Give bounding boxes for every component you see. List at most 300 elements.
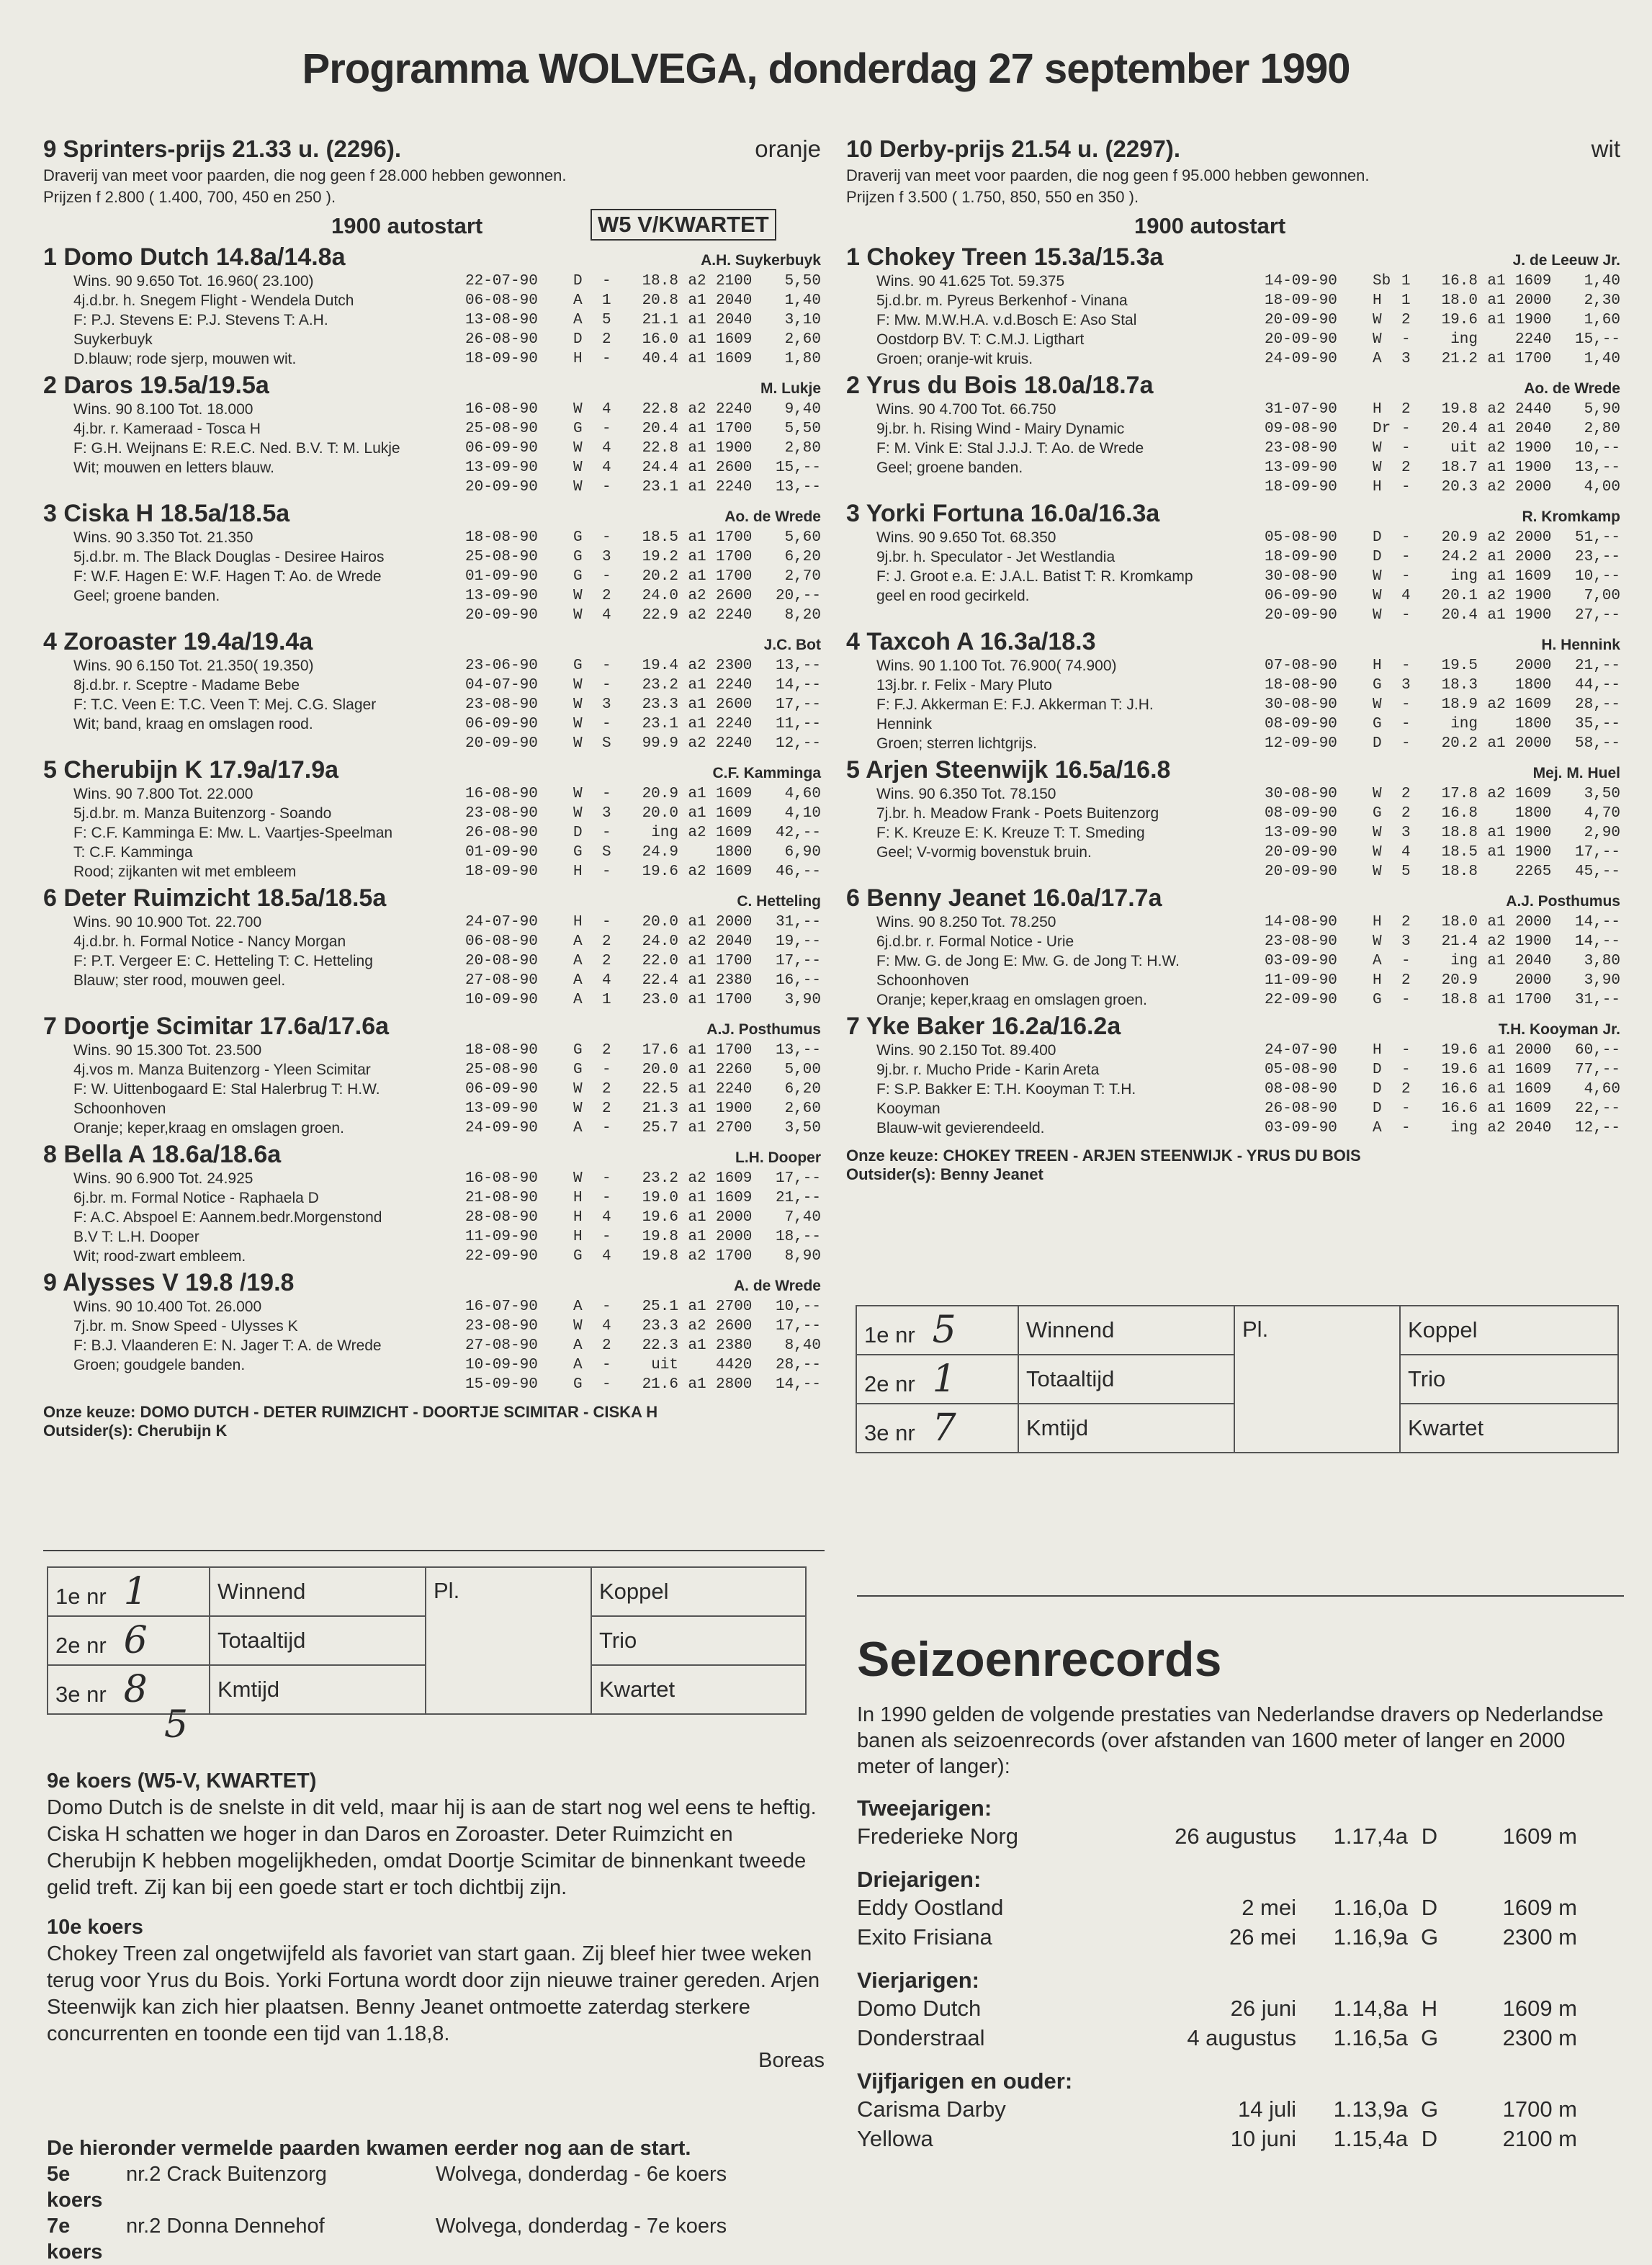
result-time: 16.8 (1441, 273, 1478, 290)
result-date: 24-07-90 (465, 914, 538, 930)
result-row (1265, 477, 1620, 497)
result-track: H (1373, 914, 1382, 930)
result-start: a1 (688, 529, 706, 546)
result-row (465, 862, 821, 882)
result-track: W (573, 677, 583, 694)
result-odds: 13,-- (775, 658, 821, 674)
result-start: a1 (688, 716, 706, 732)
horse-name: 8 Bella A 18.6a/18.6a (43, 1141, 282, 1168)
result-date: 24-09-90 (465, 1120, 538, 1136)
result-start: a1 (688, 1376, 706, 1393)
horse-results (465, 528, 821, 625)
result-track: W (573, 1170, 583, 1187)
result-time: 20.2 (642, 568, 678, 585)
horse-name-row (43, 500, 821, 528)
score-type: Totaaltijd (210, 1616, 426, 1665)
result-row (1265, 349, 1620, 369)
horse-info-line: Groen; oranje-wit kruis. (876, 351, 1033, 367)
result-time: 25.1 (642, 1299, 678, 1315)
result-start: a1 (1487, 1081, 1506, 1098)
result-start: a2 (688, 825, 706, 841)
result-odds: 31,-- (1574, 992, 1620, 1008)
result-date: 27-08-90 (465, 1337, 538, 1354)
result-date: 05-08-90 (1265, 1062, 1337, 1078)
horse-body (846, 528, 1620, 625)
horse-info-line: Geel; V-vormig bovenstuk bruin. (876, 844, 1092, 861)
result-date: 05-08-90 (1265, 529, 1337, 546)
result-time: 21.1 (642, 312, 678, 328)
result-time: 19.2 (642, 549, 678, 565)
result-time: 20.4 (642, 421, 678, 437)
result-date: 20-09-90 (1265, 844, 1337, 861)
result-start: a1 (688, 786, 706, 802)
result-start: a1 (688, 1042, 706, 1059)
result-track: W (1373, 786, 1382, 802)
score-bet: Kwartet (591, 1665, 806, 1714)
horse-info (43, 272, 446, 369)
result-date: 26-08-90 (1265, 1100, 1337, 1117)
score-row (856, 1306, 1618, 1355)
result-date: 26-08-90 (465, 825, 538, 841)
result-odds: 35,-- (1574, 716, 1620, 732)
horse-body (43, 1041, 821, 1138)
result-start: a2 (1487, 933, 1506, 950)
horse-name: 7 Doortje Scimitar 17.6a/17.6a (43, 1013, 390, 1040)
result-start: a1 (688, 696, 706, 713)
result-date: 18-08-90 (465, 1042, 538, 1059)
result-row (465, 1355, 821, 1375)
horse-name: 5 Cherubijn K 17.9a/17.9a (43, 756, 339, 784)
result-time: 20.0 (642, 1062, 678, 1078)
horse-info-line: 9j.br. h. Speculator - Jet Westlandia (876, 549, 1115, 565)
result-row (1265, 272, 1620, 291)
start-type: 1900 autostart (1134, 213, 1286, 238)
result-row (465, 1375, 821, 1394)
result-date: 22-09-90 (1265, 992, 1337, 1008)
result-place: - (1401, 1120, 1411, 1136)
result-odds: 17,-- (775, 696, 821, 713)
record-horse: Domo Dutch (857, 1996, 982, 2021)
result-row (1265, 1080, 1620, 1099)
result-odds: 28,-- (775, 1357, 821, 1373)
result-date: 18-09-90 (1265, 292, 1337, 309)
horse-results (465, 1297, 821, 1394)
horse-name-row (846, 500, 1620, 528)
horse-info-line: F: J. Groot e.a. E: J.A.L. Batist T: R. Kromkamp (876, 568, 1193, 585)
result-start: a1 (1487, 568, 1506, 585)
result-odds: 2,70 (784, 568, 821, 585)
result-time: 20.1 (1441, 588, 1478, 604)
result-distance: 2600 (716, 696, 753, 713)
divider-left (43, 1550, 825, 1551)
result-date: 20-09-90 (465, 735, 538, 752)
result-odds: 4,70 (1584, 805, 1620, 822)
result-date: 06-08-90 (465, 292, 538, 309)
result-track: D (1373, 1100, 1382, 1117)
horse-info-line: Kooyman (876, 1100, 941, 1117)
result-start: a2 (688, 864, 706, 880)
result-distance: 2240 (716, 479, 753, 495)
season-intro: In 1990 gelden de volgende prestaties van Nederlandse dravers op Nederlandse banen als seizoenrecords (over afstanden van 1600 meter of langer en 2000 meter of langer): (857, 1703, 1604, 1778)
record-time: 1.17,4a (1333, 1824, 1408, 1849)
result-place: 2 (1401, 401, 1411, 418)
result-place: - (602, 421, 611, 437)
result-row (1265, 971, 1620, 990)
result-start (1478, 971, 1515, 990)
result-date: 20-09-90 (1265, 864, 1337, 880)
horse-results (465, 656, 821, 753)
result-distance: 1609 (1515, 1081, 1552, 1098)
result-row (1265, 990, 1620, 1010)
result-odds: 15,-- (775, 459, 821, 476)
score-type: Winnend (210, 1567, 426, 1616)
horse-entry (846, 243, 1620, 369)
horse-info-line: 5j.d.br. m. Pyreus Berkenhof - Vinana (876, 292, 1128, 309)
result-date: 16-07-90 (465, 1299, 538, 1315)
result-odds: 13,-- (775, 1042, 821, 1059)
result-place: 2 (1401, 805, 1411, 822)
handwritten-number: 8 (123, 1668, 148, 1711)
horse-trainer: Mej. M. Huel (1532, 765, 1620, 781)
result-date: 14-09-90 (1265, 273, 1337, 290)
result-start: a1 (688, 549, 706, 565)
result-start: a1 (1487, 1042, 1506, 1059)
result-date: 26-08-90 (465, 331, 538, 348)
result-start: a2 (688, 1248, 706, 1265)
result-date: 16-08-90 (465, 1170, 538, 1187)
result-distance: 2240 (716, 607, 753, 624)
result-odds: 14,-- (1574, 933, 1620, 950)
result-time: 20.9 (1441, 972, 1478, 989)
horse-info-line: F: W. Uittenbogaard E: Stal Halerbrug T: H.W. (73, 1081, 380, 1098)
result-row (1265, 695, 1620, 714)
season-record-row (857, 1893, 1624, 1922)
result-odds: 27,-- (1574, 607, 1620, 624)
horse-entry (43, 884, 821, 1010)
horse-info-line: Wins. 90 7.800 Tot. 22.000 (73, 786, 253, 802)
result-distance: 2440 (1515, 401, 1552, 418)
horse-body (43, 784, 821, 882)
result-distance: 1800 (716, 844, 753, 861)
result-date: 25-08-90 (465, 549, 538, 565)
result-track: W (573, 1100, 583, 1117)
result-distance: 2700 (716, 1120, 753, 1136)
race-title: 10 Derby-prijs 21.54 u. (2297). (846, 135, 1181, 162)
horse-info-line: D.blauw; rode sjerp, mouwen wit. (73, 351, 297, 367)
race-color: wit (1591, 135, 1620, 162)
horse-results (465, 784, 821, 882)
result-date: 07-08-90 (1265, 658, 1337, 674)
result-start: a1 (1487, 825, 1506, 841)
horse-name-row (846, 628, 1620, 656)
result-distance: 1700 (716, 1248, 753, 1265)
outsiders: Outsider(s): Benny Jeanet (846, 1165, 1043, 1183)
our-choice: Onze keuze: DOMO DUTCH - DETER RUIMZICHT - DOORTJE SCIMITAR - CISKA H (43, 1403, 658, 1421)
horse-info-line: Wins. 90 9.650 Tot. 68.350 (876, 529, 1056, 546)
horse-info (43, 1169, 446, 1266)
result-track: Dr (1373, 421, 1391, 437)
result-odds: 14,-- (775, 677, 821, 694)
score-number-cell (856, 1306, 1018, 1355)
horse-info-line: Wins. 90 3.350 Tot. 21.350 (73, 529, 253, 546)
result-track: A (1373, 953, 1382, 969)
result-odds: 3,90 (784, 992, 821, 1008)
result-date: 14-08-90 (1265, 914, 1337, 930)
record-time: 1.13,9a (1333, 2096, 1408, 2122)
result-time: 23.3 (642, 696, 678, 713)
result-row (465, 1118, 821, 1138)
result-distance: 2240 (716, 677, 753, 694)
result-date: 10-09-90 (465, 992, 538, 1008)
race-conditions: Draverij van meet voor paarden, die nog geen f 28.000 hebben gewonnen. (43, 166, 567, 184)
horse-results (465, 1041, 821, 1138)
result-time: 17.6 (642, 1042, 678, 1059)
start-row (846, 209, 1620, 241)
score-label: 1e nr (55, 1584, 107, 1609)
result-row (1265, 951, 1620, 971)
result-date: 21-08-90 (465, 1190, 538, 1206)
horse-info-line: Blauw; ster rood, mouwen geel. (73, 972, 286, 989)
result-odds: 3,50 (1584, 786, 1620, 802)
result-track: H (573, 1209, 583, 1226)
result-start: a2 (688, 1170, 706, 1187)
result-start (678, 843, 716, 862)
horse-name-row (43, 628, 821, 656)
result-track: D (1373, 1062, 1382, 1078)
result-odds: 12,-- (775, 735, 821, 752)
horse-entry (43, 243, 821, 369)
result-start: a1 (688, 1100, 706, 1117)
horse-entry (846, 372, 1620, 497)
result-track: W (1373, 864, 1382, 880)
bet-type-box: W5 V/KWARTET (591, 209, 776, 241)
horse-name-row (43, 756, 821, 784)
horse-trainer: T.H. Kooyman Jr. (1498, 1021, 1620, 1038)
result-time: 20.0 (642, 914, 678, 930)
record-horse: Frederieke Norg (857, 1824, 1018, 1849)
result-row (465, 528, 821, 547)
result-place: - (602, 914, 611, 930)
race-color: oranje (755, 135, 821, 162)
result-distance: 2600 (716, 459, 753, 476)
result-row (1265, 734, 1620, 753)
result-place: - (602, 351, 611, 367)
season-title: Seizoenrecords (857, 1632, 1222, 1687)
handwritten-number: 1 (123, 1570, 148, 1613)
result-distance: 2100 (716, 273, 753, 290)
result-row (1265, 932, 1620, 951)
result-row (1265, 419, 1620, 439)
horse-trainer: A.J. Posthumus (706, 1021, 821, 1038)
result-time: 20.9 (1441, 529, 1478, 546)
horse-trainer: A.H. Suykerbuyk (701, 252, 821, 269)
result-time: 18.5 (1441, 844, 1478, 861)
result-time: 22.8 (642, 440, 678, 457)
result-row (1265, 547, 1620, 567)
record-date: 26 mei (1229, 1924, 1296, 1950)
horse-info-line: Blauw-wit gevierendeeld. (876, 1120, 1045, 1136)
result-time: 16.6 (1441, 1081, 1478, 1098)
result-track: D (1373, 549, 1382, 565)
result-track: G (573, 549, 583, 565)
result-distance: 1609 (716, 1170, 753, 1187)
horse-info-line: Schoonhoven (876, 972, 969, 989)
horse-info-line: Wins. 90 6.350 Tot. 78.150 (876, 786, 1056, 802)
result-place: 2 (1401, 1081, 1411, 1098)
result-odds: 14,-- (1574, 914, 1620, 930)
horse-info-line: Wins. 90 1.100 Tot. 76.900( 74.900) (876, 658, 1117, 674)
result-date: 13-09-90 (1265, 825, 1337, 841)
record-time: 1.16,0a (1333, 1895, 1408, 1920)
result-track: A (573, 1120, 583, 1136)
result-start: a1 (1487, 914, 1506, 930)
result-time: 99.9 (642, 735, 678, 752)
result-time: 23.1 (642, 479, 678, 495)
result-row (1265, 439, 1620, 458)
result-time: 18.8 (1441, 992, 1478, 1008)
horse-entry (43, 1013, 821, 1138)
horse-name-row (43, 1269, 821, 1297)
result-time: 21.6 (642, 1376, 678, 1393)
result-start: a2 (688, 658, 706, 674)
result-row (1265, 823, 1620, 843)
result-place: 3 (1401, 351, 1411, 367)
result-row (1265, 1099, 1620, 1118)
horse-name: 4 Zoroaster 19.4a/19.4a (43, 628, 313, 655)
result-row (465, 272, 821, 291)
result-distance: 1609 (1515, 568, 1552, 585)
result-date: 27-08-90 (465, 972, 538, 989)
result-place: - (1401, 529, 1411, 546)
result-distance: 2040 (1515, 421, 1552, 437)
result-date: 06-09-90 (465, 1081, 538, 1098)
race-header (43, 135, 821, 163)
result-start: a1 (688, 568, 706, 585)
result-date: 28-08-90 (465, 1209, 538, 1226)
result-date: 06-09-90 (1265, 588, 1337, 604)
result-row (1265, 528, 1620, 547)
result-track: G (573, 1248, 583, 1265)
result-distance: 2000 (1515, 735, 1552, 752)
result-distance: 2040 (716, 312, 753, 328)
horse-trainer: J. de Leeuw Jr. (1512, 252, 1620, 269)
result-track: W (573, 401, 583, 418)
horse-body (846, 784, 1620, 882)
commentary (47, 1761, 825, 2074)
result-odds: 1,80 (784, 351, 821, 367)
record-track: D (1421, 2126, 1438, 2151)
result-distance: 2040 (1515, 953, 1552, 969)
result-date: 25-08-90 (465, 1062, 538, 1078)
horse-name-row (43, 1141, 821, 1169)
result-odds: 31,-- (775, 914, 821, 930)
result-odds: 4,60 (784, 786, 821, 802)
horse-entry (43, 628, 821, 753)
result-odds: 42,-- (775, 825, 821, 841)
result-date: 08-08-90 (1265, 1081, 1337, 1098)
result-date: 08-09-90 (1265, 805, 1337, 822)
result-distance: 2240 (716, 401, 753, 418)
season-record-row (857, 1993, 1624, 2023)
horse-body (43, 272, 821, 369)
result-time: 24.4 (642, 459, 678, 476)
horse-name: 1 Domo Dutch 14.8a/14.8a (43, 243, 346, 271)
result-track: D (1373, 1081, 1382, 1098)
horse-results (1265, 272, 1620, 369)
result-start: a1 (688, 1209, 706, 1226)
horse-info-line: 9j.br. h. Rising Wind - Mairy Dynamic (876, 421, 1125, 437)
result-odds: 2,60 (784, 1100, 821, 1117)
horse-trainer: C.F. Kamminga (712, 765, 821, 781)
result-start: a1 (688, 992, 706, 1008)
result-odds: 2,90 (1584, 825, 1620, 841)
result-start: a1 (688, 972, 706, 989)
result-start: a2 (688, 933, 706, 950)
result-place: - (602, 786, 611, 802)
result-track: A (573, 1299, 583, 1315)
earlier-starts (47, 2135, 825, 2265)
result-row (465, 1080, 821, 1099)
result-date: 30-08-90 (1265, 786, 1337, 802)
result-place: 1 (602, 292, 611, 309)
horse-info-line: B.V T: L.H. Dooper (73, 1229, 199, 1245)
score-label: 3e nr (55, 1682, 107, 1707)
result-odds: 60,-- (1574, 1042, 1620, 1059)
result-track: W (573, 716, 583, 732)
result-time: ing (1450, 568, 1478, 585)
horse-name-row (846, 243, 1620, 272)
result-date: 23-08-90 (465, 696, 538, 713)
season-group-heading: Driejarigen: (857, 1867, 982, 1892)
result-row (465, 1297, 821, 1317)
result-place: 2 (1401, 459, 1411, 476)
result-place: - (1401, 479, 1411, 495)
horse-name: 5 Arjen Steenwijk 16.5a/16.8 (846, 756, 1171, 784)
result-place: - (602, 677, 611, 694)
score-label: 3e nr (864, 1420, 915, 1445)
result-odds: 13,-- (775, 479, 821, 495)
horse-info-line: F: G.H. Weijnans E: R.E.C. Ned. B.V. T: M. Lukje (73, 440, 400, 457)
result-distance: 1900 (1515, 440, 1552, 457)
horse-info (846, 784, 1249, 882)
record-horse: Carisma Darby (857, 2096, 1006, 2122)
result-odds: 16,-- (775, 972, 821, 989)
result-distance: 2000 (1515, 1042, 1552, 1059)
result-row (465, 656, 821, 676)
horse-results (465, 912, 821, 1010)
horse-info-line: 9j.br. r. Mucho Pride - Karin Areta (876, 1062, 1100, 1078)
result-place: 2 (1401, 312, 1411, 328)
result-row (465, 951, 821, 971)
record-distance: 1609 m (1502, 1895, 1577, 1920)
result-track: G (1373, 716, 1382, 732)
result-track: A (573, 312, 583, 328)
horse-body (43, 528, 821, 625)
result-place: 1 (602, 992, 611, 1008)
result-track: G (573, 1376, 583, 1393)
horse-name: 1 Chokey Treen 15.3a/15.3a (846, 243, 1164, 271)
horse-info-line: 7j.br. h. Meadow Frank - Poets Buitenzorg (876, 805, 1159, 822)
result-row (465, 971, 821, 990)
result-date: 23-08-90 (1265, 933, 1337, 950)
result-time: 19.8 (642, 1229, 678, 1245)
result-row (1265, 1041, 1620, 1060)
horse-info (846, 1041, 1249, 1138)
result-place: - (602, 716, 611, 732)
result-track: G (573, 844, 583, 861)
result-track: W (573, 1318, 583, 1335)
result-distance: 1609 (1515, 786, 1552, 802)
